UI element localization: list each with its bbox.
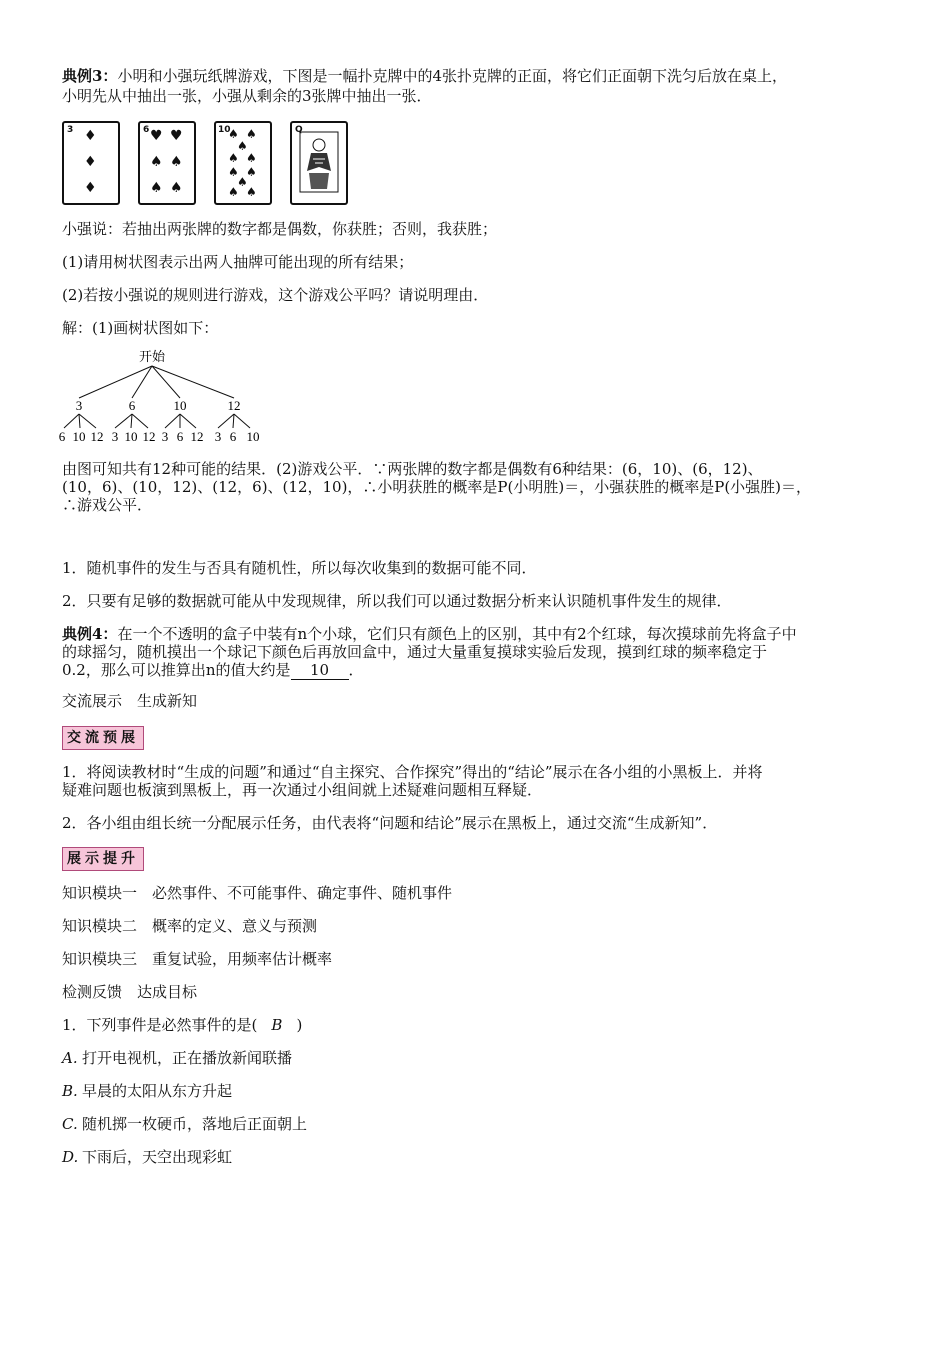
tree-edge: [180, 414, 196, 428]
tree-edge: [218, 414, 234, 428]
option-text: 早晨的太阳从东方升起: [82, 1082, 233, 1100]
example4-text1: 在一个不透明的盒子中装有n个小球，它们只有颜色上的区别，其中有2个红球，每次摸球前先将盒子中: [117, 625, 797, 643]
tree-edge: [79, 366, 152, 398]
diamond-icon: ♦: [84, 180, 97, 196]
option-label: A.: [62, 1049, 78, 1067]
example4-text3: 0.2，那么可以推算出n的值大约是: [62, 661, 291, 679]
section-heading-exchange: 交流展示 生成新知: [62, 692, 198, 710]
quiz-question-close: ): [296, 1016, 303, 1034]
tree-node-l2: 12: [90, 429, 104, 444]
example4-answer-blank: 10: [291, 662, 349, 680]
spade-icon: ♠: [228, 185, 239, 199]
quiz-question-text: 1．下列事件是必然事件的是(: [62, 1016, 258, 1034]
example4-line2: 的球摇匀，随机摸出一个球记下颜色后再放回盒中，通过大量重复摸球实验后发现，摸到红球的频率稳定于: [62, 643, 768, 661]
tree-node-l2: 12: [190, 429, 204, 444]
option-text: 随机掷一枚硬币，落地后正面朝上: [82, 1115, 308, 1133]
diamond-icon: ♦: [84, 128, 97, 144]
spade-icon: ♠: [237, 175, 248, 189]
example4-text3-end: ．: [348, 661, 364, 679]
tag-exchange-preview: 交流预展: [62, 726, 144, 750]
tree-edge: [64, 414, 79, 428]
example3-rule: 小强说：若抽出两张牌的数字都是偶数，你获胜；否则，我获胜；: [62, 220, 498, 238]
tree-node-l2: 3: [161, 429, 169, 444]
example3-question2: (2)若按小强说的规则进行游戏，这个游戏公平吗？请说明理由．: [62, 286, 489, 304]
example4-line1: [62, 626, 797, 643]
spade-icon: ♠: [170, 180, 183, 196]
module-2: 知识模块二 概率的定义、意义与预测: [62, 917, 318, 935]
tree-node-l1: 3: [75, 398, 83, 413]
queen-figure-icon: [299, 131, 339, 193]
note-1: 1．随机事件的发生与否具有随机性，所以每次收集到的数据可能不同．: [62, 559, 537, 577]
spade-icon: ♠: [246, 185, 257, 199]
example3-line1: [62, 68, 787, 85]
tree-node-l2: 10: [246, 429, 260, 444]
module-3: 知识模块三 重复试验，用频率估计概率: [62, 950, 333, 968]
tree-edge: [152, 366, 180, 398]
tree-edge: [79, 414, 96, 428]
heart-icon: ♥: [150, 128, 163, 144]
spade-icon: ♠: [228, 165, 239, 179]
option-text: 打开电视机，正在播放新闻联播: [82, 1049, 293, 1067]
quiz-answer: B: [271, 1016, 283, 1034]
card-rank: 3: [67, 125, 74, 135]
tree-node-l1: 10: [173, 398, 187, 413]
exchange-item-1-line1: 1．将阅读教材时“生成的问题”和通过“自主探究、合作探究”得出的“结论”展示在各小组的小黑板上．并将: [62, 763, 763, 781]
exchange-item-2: 2．各小组由组长统一分配展示任务，由代表将“问题和结论”展示在黑板上，通过交流“生成新知”．: [62, 814, 718, 832]
tree-node-l2: 3: [111, 429, 119, 444]
option-label: C.: [62, 1115, 78, 1133]
quiz-option-a: [62, 1050, 292, 1067]
quiz-option-d: [62, 1149, 232, 1166]
example3-solution-line1: 由图可知共有12种可能的结果．(2)游戏公平．∵两张牌的数字都是偶数有6种结果：(6，10)、(6，12)、: [62, 460, 763, 478]
tree-root: 开始: [138, 349, 166, 364]
module-1: 知识模块一 必然事件、不可能事件、确定事件、随机事件: [62, 884, 453, 902]
spade-icon: ♠: [237, 139, 248, 153]
heart-icon: ♥: [170, 128, 183, 144]
exchange-item-1-line2: 疑难问题也板演到黑板上，再一次通过小组间就上述疑难问题相互释疑．: [62, 781, 543, 799]
tree-edge: [115, 414, 132, 428]
card-3-diamonds: [62, 121, 120, 205]
spade-icon: ♠: [170, 154, 183, 170]
example4-lead: 典例4：: [62, 625, 118, 643]
tree-edge: [165, 414, 180, 428]
example3-solution-intro: 解：(1)画树状图如下：: [62, 319, 219, 337]
example3-solution-line2: (10，6)、(10，12)、(12，6)、(12，10)，∴小明获胜的概率是P(小明胜)＝，小强获胜的概率是P(小强胜)＝，: [62, 478, 812, 496]
example3-line2: 小明先从中抽出一张，小强从剩余的3张牌中抽出一张．: [62, 87, 432, 105]
tree-node-l2: 10: [124, 429, 138, 444]
tag-display-improve: 展示提升: [62, 847, 144, 871]
tree-node-l1: 6: [128, 398, 136, 413]
tree-node-l1: 12: [227, 398, 241, 413]
card-6-hearts: [138, 121, 196, 205]
tree-edge: [132, 414, 148, 428]
spade-icon: ♠: [246, 127, 257, 141]
example3-text1: 小明和小强玩纸牌游戏，下图是一幅扑克牌中的4张扑克牌的正面，将它们正面朝下洗匀后放在桌上，: [117, 67, 787, 85]
spade-icon: ♠: [150, 180, 163, 196]
spade-icon: ♠: [228, 151, 239, 165]
tree-node-l2: 10: [72, 429, 86, 444]
tree-node-l2: 6: [176, 429, 184, 444]
quiz-question: [62, 1017, 302, 1034]
option-text: 下雨后，天空出现彩虹: [82, 1148, 233, 1166]
spade-icon: ♠: [246, 165, 257, 179]
tree-edge: [234, 414, 250, 428]
card-rank: Q: [295, 125, 303, 135]
tree-node-l2: 12: [142, 429, 156, 444]
option-label: B.: [62, 1082, 78, 1100]
card-rank: 10: [218, 125, 231, 135]
spade-icon: ♠: [246, 151, 257, 165]
tree-edge: [131, 414, 132, 428]
tree-node-l2: 6: [58, 429, 66, 444]
note-2: 2．只要有足够的数据就可能从中发现规律，所以我们可以通过数据分析来认识随机事件发生的规律．: [62, 592, 732, 610]
card-rank: 6: [143, 125, 150, 135]
section-heading-feedback: 检测反馈 达成目标: [62, 983, 198, 1001]
tree-node-l2: 3: [214, 429, 222, 444]
playing-cards-figure: [62, 121, 362, 205]
tree-diagram: [52, 348, 272, 448]
tree-edge: [233, 414, 234, 428]
diamond-icon: ♦: [84, 154, 97, 170]
tree-node-l2: 6: [229, 429, 237, 444]
card-10-spades: [214, 121, 272, 205]
spade-icon: ♠: [150, 154, 163, 170]
option-label: D.: [62, 1148, 79, 1166]
example3-question1: (1)请用树状图表示出两人抽牌可能出现的所有结果；: [62, 253, 414, 271]
card-queen-clubs: [290, 121, 348, 205]
example3-lead: 典例3：: [62, 67, 118, 85]
quiz-option-b: [62, 1083, 232, 1100]
tree-edge: [152, 366, 234, 398]
spade-icon: ♠: [228, 127, 239, 141]
quiz-option-c: [62, 1116, 307, 1133]
example3-solution-line3: ∴游戏公平．: [62, 496, 153, 514]
example4-line3: [62, 662, 364, 680]
tree-edge: [79, 414, 80, 428]
